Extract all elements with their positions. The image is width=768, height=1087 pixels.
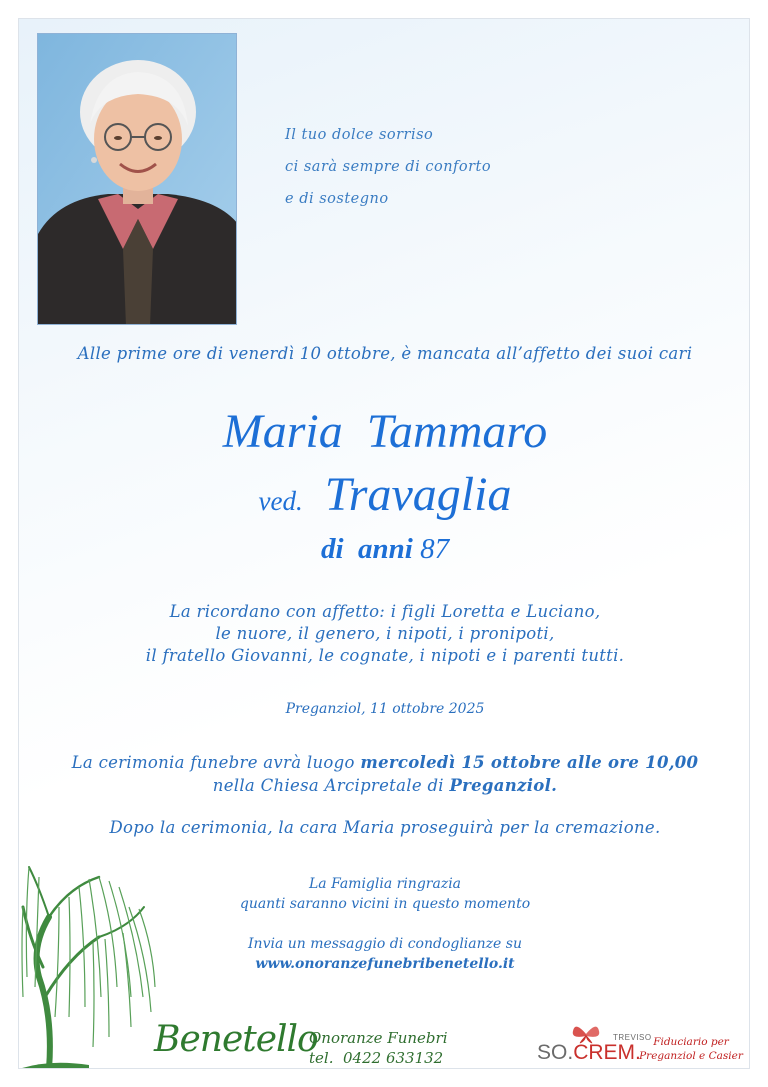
benetello-logo: Benetello bbox=[154, 1019, 318, 1060]
quote-line: e di sostegno bbox=[285, 191, 389, 207]
fiduciario-note bbox=[635, 1035, 747, 1063]
fiduciario-line: Preganziol e Casier bbox=[639, 1050, 743, 1062]
funeral-home-name: Onoranze Funebri bbox=[309, 1029, 448, 1047]
portrait-photo bbox=[37, 33, 237, 325]
ceremony-datetime: mercoledì 15 ottobre alle ore 10,00 bbox=[360, 753, 699, 772]
portrait-illustration bbox=[38, 34, 237, 325]
willow-tree-icon bbox=[19, 847, 159, 1069]
condolences-link[interactable]: www.onoranzefunebribenetello.it bbox=[255, 956, 515, 972]
fiduciario-line: Fiduciario per bbox=[653, 1036, 729, 1048]
obituary-card bbox=[18, 18, 750, 1069]
deceased-name-text: Maria Tammaro bbox=[222, 405, 548, 458]
age-line bbox=[19, 533, 750, 566]
cremation-note: Dopo la cerimonia, la cara Maria proseguirà per la cremazione. bbox=[109, 818, 661, 837]
ceremony-location-prefix: nella Chiesa Arcipretale di bbox=[212, 776, 450, 795]
funeral-home-info bbox=[309, 1028, 448, 1068]
family-line: il fratello Giovanni, le cognate, i nipoti e i parenti tutti. bbox=[145, 646, 625, 665]
ceremony-info bbox=[19, 751, 750, 797]
socrem-crem: CREM. bbox=[573, 1041, 641, 1064]
quote-line: Il tuo dolce sorriso bbox=[285, 127, 434, 143]
family-line: le nuore, il genero, i nipoti, i pronipoti, bbox=[215, 624, 555, 643]
death-announcement-intro: Alle prime ore di venerdì 10 ottobre, è mancata all’affetto dei suoi cari bbox=[77, 344, 693, 363]
condolences-text: Invia un messaggio di condoglianze su bbox=[248, 936, 522, 952]
age-value: 87 bbox=[420, 533, 450, 565]
widow-surname-row bbox=[19, 467, 750, 522]
widow-label: ved. bbox=[258, 486, 303, 516]
memorial-quote bbox=[285, 119, 491, 215]
thanks-line: La Famiglia ringrazia bbox=[308, 876, 462, 892]
family-mourners bbox=[19, 601, 750, 667]
quote-line: ci sarà sempre di conforto bbox=[285, 159, 492, 175]
socrem-logo bbox=[537, 1023, 652, 1065]
place-date: Preganziol, 11 ottobre 2025 bbox=[285, 701, 485, 717]
age-prefix: di anni bbox=[320, 533, 413, 565]
thanks-line: quanti saranno vicini in questo momento bbox=[239, 896, 531, 912]
socrem-so: SO. bbox=[537, 1041, 574, 1064]
socrem-wordmark bbox=[537, 1041, 641, 1065]
family-line: La ricordano con affetto: i figli Loretta e Luciano, bbox=[169, 602, 601, 621]
deceased-name bbox=[19, 404, 750, 459]
married-surname: Travaglia bbox=[324, 468, 512, 521]
socrem-treviso: TREVISO bbox=[613, 1033, 652, 1042]
ceremony-prefix: La cerimonia funebre avrà luogo bbox=[71, 753, 361, 772]
funeral-home-phone: tel. 0422 633132 bbox=[309, 1049, 444, 1067]
ceremony-location: Preganziol. bbox=[449, 776, 558, 795]
